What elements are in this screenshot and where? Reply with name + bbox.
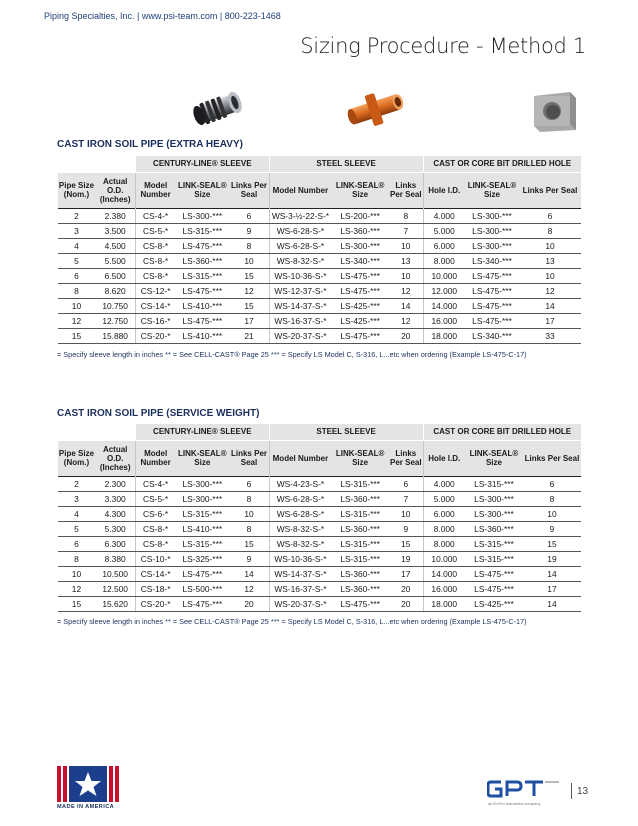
table-cell: LS-340-*** xyxy=(331,253,389,268)
table-cell: 8.380 xyxy=(95,551,135,566)
table-cell: CS-5-* xyxy=(135,223,175,238)
table-cell: LS-360-*** xyxy=(465,521,523,536)
table-cell: LS-300-*** xyxy=(465,223,519,238)
table-row xyxy=(58,268,582,283)
table-cell: CS-4-* xyxy=(135,476,175,491)
table-cell: LS-325-*** xyxy=(175,551,229,566)
table-cell: LS-340-*** xyxy=(465,253,519,268)
table-cell: 3 xyxy=(58,223,96,238)
col-header-model-number: Model Number xyxy=(269,172,331,208)
table-cell: 33 xyxy=(519,328,581,343)
group-header-blank xyxy=(58,424,136,440)
table-cell: 5.000 xyxy=(423,491,465,506)
table-cell: LS-360-*** xyxy=(331,566,389,581)
table-cell: 15 xyxy=(229,298,269,313)
table-cell: 6 xyxy=(519,208,581,223)
table-row xyxy=(58,491,582,506)
table-cell: 12 xyxy=(389,283,423,298)
col-header-links-per-seal: Links Per Seal xyxy=(389,440,423,476)
table-cell: 10.750 xyxy=(95,298,135,313)
table-cell: 8 xyxy=(523,491,581,506)
company-contact-line: Piping Specialties, Inc. | www.psi-team.com | 800-223-1468 xyxy=(44,11,281,21)
table-cell: LS-300-*** xyxy=(175,476,229,491)
table-cell: 12.750 xyxy=(95,313,135,328)
table-cell: 4.300 xyxy=(95,506,135,521)
table-cell: 6 xyxy=(229,208,269,223)
table-row xyxy=(58,566,582,581)
col-header-model-number: Model Number xyxy=(135,440,175,476)
made-in-america-flag-logo xyxy=(57,766,119,802)
col-header-links-per-seal: Links Per Seal xyxy=(229,440,269,476)
table-cell: WS-16-37-S-* xyxy=(269,313,331,328)
table-cell: LS-475-*** xyxy=(331,283,389,298)
table-cell: WS-8-32-S-* xyxy=(269,253,331,268)
group-header-drilled-hole: CAST OR CORE BIT DRILLED HOLE xyxy=(423,156,581,172)
gpt-tagline: an EnPro Industries company xyxy=(488,801,541,806)
table-cell: LS-475-*** xyxy=(465,268,519,283)
col-header-links-per-seal: Links Per Seal xyxy=(229,172,269,208)
sizing-table-service-weight xyxy=(57,424,581,612)
col-header-pipe-size: Pipe Size (Nom.) xyxy=(58,440,96,476)
table-cell: LS-300-*** xyxy=(175,491,229,506)
table-cell: 14 xyxy=(519,298,581,313)
col-header-model-number: Model Number xyxy=(135,172,175,208)
table-cell: WS-14-37-S-* xyxy=(269,566,331,581)
table-cell: LS-410-*** xyxy=(175,298,229,313)
table-cell: LS-315-*** xyxy=(465,551,523,566)
table-cell: LS-425-*** xyxy=(331,313,389,328)
table-cell: 14.000 xyxy=(423,566,465,581)
table-cell: 19 xyxy=(389,551,423,566)
table-cell: CS-6-* xyxy=(135,506,175,521)
table-cell: LS-200-*** xyxy=(331,208,389,223)
table-cell: 10.000 xyxy=(423,268,465,283)
gpt-logo xyxy=(487,779,559,799)
table-cell: LS-300-*** xyxy=(465,491,523,506)
page-number-divider xyxy=(571,783,572,799)
table-cell: 6.000 xyxy=(423,238,465,253)
group-header-blank xyxy=(58,156,136,172)
table-cell: WS-6-28-S-* xyxy=(269,223,331,238)
table-row xyxy=(58,313,582,328)
table-cell: LS-425-*** xyxy=(465,596,523,611)
table-cell: 18.000 xyxy=(423,596,465,611)
table-cell: CS-14-* xyxy=(135,566,175,581)
table-row xyxy=(58,238,582,253)
table-row xyxy=(58,283,582,298)
sizing-table-extra-heavy xyxy=(57,156,581,344)
table-cell: 6 xyxy=(58,268,96,283)
made-in-america-label: MADE IN AMERICA xyxy=(57,804,115,810)
table-cell: LS-475-*** xyxy=(465,283,519,298)
table-cell: 10.000 xyxy=(423,551,465,566)
table-cell: 12 xyxy=(389,313,423,328)
table-cell: 15 xyxy=(389,536,423,551)
col-header-links-per-seal: Links Per Seal xyxy=(389,172,423,208)
table-cell: 8 xyxy=(229,521,269,536)
table-cell: 10 xyxy=(58,298,96,313)
table-cell: 4.000 xyxy=(423,476,465,491)
table-cell: 15 xyxy=(229,268,269,283)
table-cell: 5 xyxy=(58,521,96,536)
table-cell: LS-300-*** xyxy=(465,208,519,223)
table-cell: 10 xyxy=(519,238,581,253)
col-header-actual-od: Actual O.D. (Inches) xyxy=(95,172,135,208)
table-cell: 13 xyxy=(519,253,581,268)
table-cell: LS-475-*** xyxy=(465,313,519,328)
table-cell: 10 xyxy=(389,268,423,283)
table-cell: 12 xyxy=(519,283,581,298)
col-header-hole-id: Hole I.D. xyxy=(423,172,465,208)
table-cell: 17 xyxy=(389,566,423,581)
table-cell: 8.000 xyxy=(423,521,465,536)
table-cell: WS-3-½-22-S-* xyxy=(269,208,331,223)
table-cell: 9 xyxy=(523,521,581,536)
table-cell: 9 xyxy=(229,551,269,566)
table-cell: LS-315-*** xyxy=(465,536,523,551)
table-cell: LS-410-*** xyxy=(175,521,229,536)
col-header-link-seal-size: LINK-SEAL® Size xyxy=(331,172,389,208)
table-cell: 5 xyxy=(58,253,96,268)
table-cell: 2 xyxy=(58,476,96,491)
table-cell: 4 xyxy=(58,238,96,253)
table-cell: LS-475-*** xyxy=(331,268,389,283)
table-cell: CS-8-* xyxy=(135,536,175,551)
column-header-row xyxy=(58,172,582,208)
table-cell: 2.300 xyxy=(95,476,135,491)
table-cell: 6 xyxy=(58,536,96,551)
table-cell: CS-20-* xyxy=(135,596,175,611)
col-header-pipe-size: Pipe Size (Nom.) xyxy=(58,172,96,208)
table-cell: 8 xyxy=(58,283,96,298)
table-cell: LS-475-*** xyxy=(465,298,519,313)
table-cell: 14 xyxy=(523,596,581,611)
table-cell: CS-18-* xyxy=(135,581,175,596)
table-cell: 10 xyxy=(58,566,96,581)
table-cell: LS-475-*** xyxy=(331,596,389,611)
table-cell: CS-12-* xyxy=(135,283,175,298)
table-cell: LS-475-*** xyxy=(465,581,523,596)
table-cell: WS-16-37-S-* xyxy=(269,581,331,596)
table-row xyxy=(58,253,582,268)
table-row xyxy=(58,596,582,611)
table-cell: 6 xyxy=(229,476,269,491)
group-header-century-line: CENTURY-LINE® SLEEVE xyxy=(135,156,269,172)
table-cell: 10 xyxy=(229,253,269,268)
table-cell: 2.380 xyxy=(95,208,135,223)
table-cell: 8 xyxy=(229,491,269,506)
table-cell: LS-475-*** xyxy=(175,238,229,253)
table-cell: WS-20-37-S-* xyxy=(269,328,331,343)
table-cell: 8.000 xyxy=(423,253,465,268)
table-cell: 5.000 xyxy=(423,223,465,238)
table-cell: LS-300-*** xyxy=(331,238,389,253)
col-header-actual-od: Actual O.D. (Inches) xyxy=(95,440,135,476)
table-cell: LS-300-*** xyxy=(175,208,229,223)
table-cell: LS-315-*** xyxy=(331,536,389,551)
table-cell: CS-5-* xyxy=(135,491,175,506)
table-cell: 3 xyxy=(58,491,96,506)
table-cell: 15.880 xyxy=(95,328,135,343)
table-cell: WS-10-36-S-* xyxy=(269,551,331,566)
table-cell: LS-475-*** xyxy=(175,596,229,611)
table-cell: 20 xyxy=(389,328,423,343)
col-header-link-seal-size: LINK-SEAL® Size xyxy=(465,172,519,208)
table-cell: LS-360-*** xyxy=(175,253,229,268)
table-cell: WS-14-37-S-* xyxy=(269,298,331,313)
table-cell: 15 xyxy=(58,328,96,343)
table-cell: 16.000 xyxy=(423,313,465,328)
table-cell: 19 xyxy=(523,551,581,566)
table-cell: 3.500 xyxy=(95,223,135,238)
table-cell: 15.620 xyxy=(95,596,135,611)
table-cell: WS-6-28-S-* xyxy=(269,506,331,521)
table-cell: 6.000 xyxy=(423,506,465,521)
table-cell: 8 xyxy=(58,551,96,566)
group-header-steel-sleeve: STEEL SLEEVE xyxy=(269,156,423,172)
table-cell: 8 xyxy=(519,223,581,238)
table-row xyxy=(58,328,582,343)
table-cell: LS-300-*** xyxy=(465,238,519,253)
col-header-links-per-seal: Links Per Seal xyxy=(523,440,581,476)
table-cell: 14 xyxy=(389,298,423,313)
table-row xyxy=(58,208,582,223)
table-cell: 3.300 xyxy=(95,491,135,506)
table-cell: LS-300-*** xyxy=(465,506,523,521)
table-cell: LS-360-*** xyxy=(331,521,389,536)
table-row xyxy=(58,521,582,536)
table-cell: 14.000 xyxy=(423,298,465,313)
table-cell: 14 xyxy=(523,566,581,581)
table-cell: LS-425-*** xyxy=(331,298,389,313)
col-header-link-seal-size: LINK-SEAL® Size xyxy=(175,440,229,476)
table-cell: 10 xyxy=(389,238,423,253)
table-cell: 7 xyxy=(389,223,423,238)
table-cell: LS-315-*** xyxy=(331,506,389,521)
table-cell: 12.500 xyxy=(95,581,135,596)
table-cell: 20 xyxy=(229,596,269,611)
table-cell: 10.500 xyxy=(95,566,135,581)
table-cell: 8.000 xyxy=(423,536,465,551)
table-cell: LS-315-*** xyxy=(175,506,229,521)
table-cell: CS-14-* xyxy=(135,298,175,313)
table-cell: 18.000 xyxy=(423,328,465,343)
table-cell: LS-475-*** xyxy=(175,313,229,328)
table-cell: LS-315-*** xyxy=(465,476,523,491)
table-row xyxy=(58,506,582,521)
page-title: Sizing Procedure - Method 1 xyxy=(300,34,586,58)
table-row xyxy=(58,551,582,566)
table-cell: 12 xyxy=(229,581,269,596)
table-cell: WS-6-28-S-* xyxy=(269,238,331,253)
table-cell: LS-315-*** xyxy=(175,223,229,238)
table-cell: WS-6-28-S-* xyxy=(269,491,331,506)
table-cell: LS-360-*** xyxy=(331,581,389,596)
table-cell: 10 xyxy=(523,506,581,521)
section-title-extra-heavy: CAST IRON SOIL PIPE (EXTRA HEAVY) xyxy=(57,139,243,150)
table-cell: 5.500 xyxy=(95,253,135,268)
table-cell: 7 xyxy=(389,491,423,506)
table-cell: LS-475-*** xyxy=(331,328,389,343)
table-cell: LS-475-*** xyxy=(175,283,229,298)
table-cell: LS-500-*** xyxy=(175,581,229,596)
table-cell: 10 xyxy=(389,506,423,521)
footnote-extra-heavy: = Specify sleeve length in inches ** = See CELL-CAST® Page 25 *** = Specify LS Model C, S-316, L...etc when ordering (Example LS-475-C-17) xyxy=(57,350,527,359)
table-cell: LS-315-*** xyxy=(331,476,389,491)
table-cell: 6.300 xyxy=(95,536,135,551)
table-cell: 4 xyxy=(58,506,96,521)
table-cell: CS-16-* xyxy=(135,313,175,328)
table-cell: 21 xyxy=(229,328,269,343)
col-header-model-number: Model Number xyxy=(269,440,331,476)
table-cell: 5.300 xyxy=(95,521,135,536)
table-cell: CS-8-* xyxy=(135,253,175,268)
table-cell: 4.000 xyxy=(423,208,465,223)
col-header-link-seal-size: LINK-SEAL® Size xyxy=(331,440,389,476)
table-cell: WS-12-37-S-* xyxy=(269,283,331,298)
table-cell: WS-4-23-S-* xyxy=(269,476,331,491)
table-cell: CS-4-* xyxy=(135,208,175,223)
table-cell: 2 xyxy=(58,208,96,223)
table-row xyxy=(58,223,582,238)
table-cell: 10 xyxy=(519,268,581,283)
table-cell: LS-315-*** xyxy=(331,551,389,566)
table-cell: CS-20-* xyxy=(135,328,175,343)
table-cell: 12 xyxy=(58,581,96,596)
century-line-sleeve-image xyxy=(186,88,248,130)
table-cell: 6 xyxy=(389,476,423,491)
table-cell: 9 xyxy=(229,223,269,238)
section-title-service-weight: CAST IRON SOIL PIPE (SERVICE WEIGHT) xyxy=(57,408,260,419)
table-cell: LS-340-*** xyxy=(465,328,519,343)
group-header-steel-sleeve: STEEL SLEEVE xyxy=(269,424,423,440)
table-cell: 8 xyxy=(389,208,423,223)
table-cell: WS-8-32-S-* xyxy=(269,536,331,551)
table-row xyxy=(58,536,582,551)
steel-sleeve-image xyxy=(343,88,409,130)
group-header-drilled-hole: CAST OR CORE BIT DRILLED HOLE xyxy=(423,424,581,440)
table-cell: 13 xyxy=(389,253,423,268)
table-cell: 14 xyxy=(229,566,269,581)
col-header-link-seal-size: LINK-SEAL® Size xyxy=(175,172,229,208)
table-cell: 8.620 xyxy=(95,283,135,298)
table-cell: LS-410-*** xyxy=(175,328,229,343)
table-cell: WS-20-37-S-* xyxy=(269,596,331,611)
group-header-century-line: CENTURY-LINE® SLEEVE xyxy=(135,424,269,440)
table-cell: LS-315-*** xyxy=(175,268,229,283)
table-cell: 20 xyxy=(389,581,423,596)
footnote-service-weight: = Specify sleeve length in inches ** = See CELL-CAST® Page 25 *** = Specify LS Model C, S-316, L...etc when ordering (Example LS-475-C-17) xyxy=(57,617,527,626)
table-cell: 20 xyxy=(389,596,423,611)
table-row xyxy=(58,476,582,491)
table-cell: 6 xyxy=(523,476,581,491)
table-cell: CS-10-* xyxy=(135,551,175,566)
table-cell: LS-475-*** xyxy=(465,566,523,581)
table-cell: LS-475-*** xyxy=(175,566,229,581)
table-cell: 17 xyxy=(519,313,581,328)
col-header-links-per-seal: Links Per Seal xyxy=(519,172,581,208)
table-cell: CS-8-* xyxy=(135,268,175,283)
col-header-link-seal-size: LINK-SEAL® Size xyxy=(465,440,523,476)
table-cell: LS-360-*** xyxy=(331,491,389,506)
table-cell: 10 xyxy=(229,506,269,521)
table-cell: 12.000 xyxy=(423,283,465,298)
table-cell: LS-360-*** xyxy=(331,223,389,238)
table-cell: 9 xyxy=(389,521,423,536)
table-cell: CS-8-* xyxy=(135,521,175,536)
table-cell: 8 xyxy=(229,238,269,253)
core-drilled-block-image xyxy=(530,90,578,132)
table-cell: 17 xyxy=(229,313,269,328)
table-cell: 12 xyxy=(58,313,96,328)
table-cell: 12 xyxy=(229,283,269,298)
table-cell: 15 xyxy=(229,536,269,551)
col-header-hole-id: Hole I.D. xyxy=(423,440,465,476)
table-cell: WS-10-36-S-* xyxy=(269,268,331,283)
table-cell: 17 xyxy=(523,581,581,596)
table-cell: 6.500 xyxy=(95,268,135,283)
table-row xyxy=(58,581,582,596)
table-cell: 4.500 xyxy=(95,238,135,253)
table-cell: 16.000 xyxy=(423,581,465,596)
table-cell: 15 xyxy=(58,596,96,611)
page-number: 13 xyxy=(577,786,589,797)
table-cell: WS-8-32-S-* xyxy=(269,521,331,536)
column-header-row xyxy=(58,440,582,476)
table-cell: 15 xyxy=(523,536,581,551)
table-cell: CS-8-* xyxy=(135,238,175,253)
table-cell: LS-315-*** xyxy=(175,536,229,551)
table-row xyxy=(58,298,582,313)
